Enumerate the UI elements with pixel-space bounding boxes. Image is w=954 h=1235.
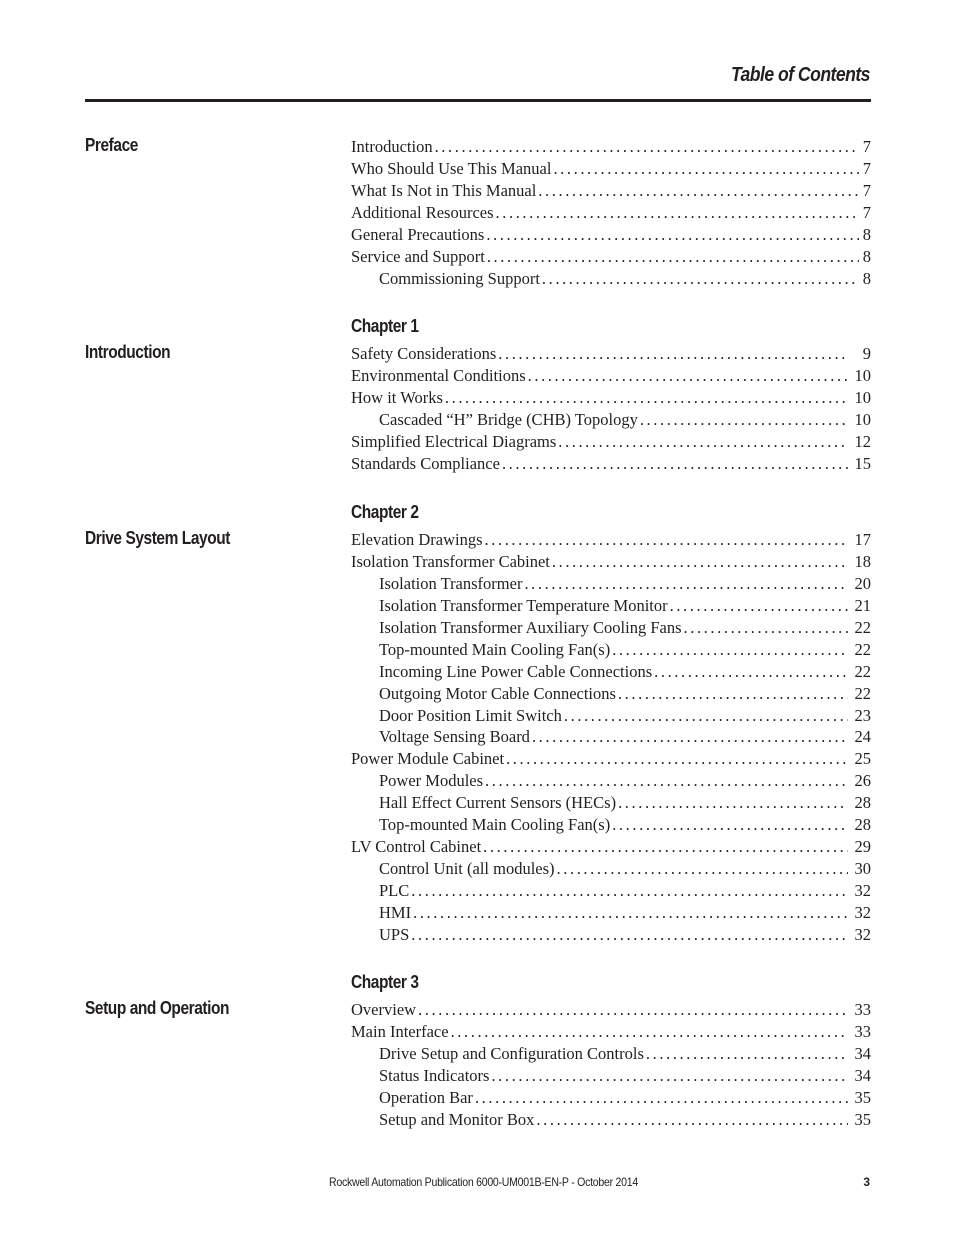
toc-entry-page: 32 bbox=[854, 902, 871, 922]
toc-dot-leader bbox=[538, 180, 858, 202]
toc-entry-title: HMI bbox=[379, 902, 412, 922]
toc-entry[interactable] bbox=[351, 1087, 871, 1109]
toc-entry[interactable] bbox=[351, 748, 871, 770]
toc-entry-title: Setup and Monitor Box bbox=[379, 1109, 535, 1129]
toc-entry-title: Isolation Transformer Temperature Monitor bbox=[379, 595, 668, 615]
toc-entry-title: Door Position Limit Switch bbox=[379, 705, 562, 725]
toc-entry-page: 26 bbox=[854, 771, 871, 791]
toc-entry-page: 22 bbox=[854, 617, 871, 637]
toc-entry-title: LV Control Cabinet bbox=[351, 837, 482, 857]
toc-dot-leader bbox=[684, 617, 849, 639]
toc-entry-page: 10 bbox=[854, 387, 871, 407]
toc-entry[interactable] bbox=[351, 529, 871, 551]
toc-entry-page: 8 bbox=[862, 246, 871, 266]
toc-entry[interactable] bbox=[351, 365, 871, 387]
toc-dot-leader bbox=[487, 246, 859, 268]
toc-entry-title: Safety Considerations bbox=[351, 344, 497, 363]
section-label-drive-system-layout: Drive System Layout bbox=[85, 528, 230, 548]
toc-entry-page: 29 bbox=[854, 837, 871, 857]
toc-dot-leader bbox=[558, 431, 848, 453]
toc-entry-title: Top-mounted Main Cooling Fan(s) bbox=[379, 639, 611, 659]
toc-entry-page: 7 bbox=[862, 202, 871, 222]
toc-entry[interactable] bbox=[351, 180, 871, 202]
toc-dot-leader bbox=[502, 453, 848, 475]
toc-entry-page: 17 bbox=[854, 530, 871, 549]
chapter-label-2: Chapter 2 bbox=[351, 502, 419, 522]
toc-entry[interactable] bbox=[351, 814, 871, 836]
toc-entry-title: Environmental Conditions bbox=[351, 365, 526, 385]
page-title: Table of Contents bbox=[731, 64, 870, 86]
footer-publication: Rockwell Automation Publication 6000-UM001B-EN-P - October 2014 bbox=[329, 1175, 638, 1189]
toc-dot-leader bbox=[485, 529, 848, 551]
toc-entry-title: Control Unit (all modules) bbox=[379, 859, 555, 879]
toc-list-drive-system-layout bbox=[351, 529, 871, 946]
toc-dot-leader bbox=[552, 551, 848, 573]
toc-dot-leader bbox=[445, 387, 848, 409]
toc-entry-title: Voltage Sensing Board bbox=[379, 727, 530, 747]
toc-dot-leader bbox=[506, 748, 848, 770]
toc-entry-page: 28 bbox=[854, 815, 871, 835]
toc-entry-page: 7 bbox=[862, 158, 871, 178]
toc-entry-title: Service and Support bbox=[351, 246, 485, 266]
toc-entry-page: 12 bbox=[854, 431, 871, 451]
toc-dot-leader bbox=[618, 792, 848, 814]
toc-entry-title: Standards Compliance bbox=[351, 453, 500, 473]
toc-entry[interactable] bbox=[351, 1065, 871, 1087]
toc-entry[interactable] bbox=[351, 1021, 871, 1043]
toc-entry-title: Overview bbox=[351, 1000, 417, 1019]
toc-entry[interactable] bbox=[351, 453, 871, 475]
toc-entry[interactable] bbox=[351, 158, 871, 180]
toc-entry-page: 10 bbox=[854, 409, 871, 429]
toc-list-introduction bbox=[351, 343, 871, 475]
toc-entry-title: UPS bbox=[379, 924, 410, 944]
toc-entry[interactable] bbox=[351, 617, 871, 639]
toc-dot-leader bbox=[553, 158, 858, 180]
toc-entry-title: Isolation Transformer bbox=[379, 573, 523, 593]
toc-entry-title: Commissioning Support bbox=[379, 268, 540, 288]
toc-entry[interactable] bbox=[351, 661, 871, 683]
toc-dot-leader bbox=[435, 136, 859, 158]
toc-entry-page: 9 bbox=[862, 344, 871, 363]
toc-dot-leader bbox=[491, 1065, 848, 1087]
toc-dot-leader bbox=[557, 858, 848, 880]
toc-entry-title: Main Interface bbox=[351, 1021, 449, 1041]
toc-entry-title: Status Indicators bbox=[379, 1065, 490, 1085]
footer-page-number: 3 bbox=[863, 1175, 870, 1189]
toc-entry-title: Who Should Use This Manual bbox=[351, 158, 552, 178]
toc-entry[interactable] bbox=[351, 902, 871, 924]
toc-entry-page: 34 bbox=[854, 1043, 871, 1063]
toc-entry-title: Top-mounted Main Cooling Fan(s) bbox=[379, 815, 611, 835]
toc-entry-title: Elevation Drawings bbox=[351, 530, 483, 549]
toc-entry-title: Introduction bbox=[351, 137, 433, 156]
toc-entry-title: Isolation Transformer Cabinet bbox=[351, 551, 550, 571]
section-label-setup-and-operation: Setup and Operation bbox=[85, 998, 230, 1018]
toc-dot-leader bbox=[496, 202, 859, 224]
toc-entry-page: 22 bbox=[854, 683, 871, 703]
toc-dot-leader bbox=[532, 726, 848, 748]
toc-dot-leader bbox=[483, 836, 848, 858]
toc-entry[interactable] bbox=[351, 683, 871, 705]
toc-entry[interactable] bbox=[351, 431, 871, 453]
toc-dot-leader bbox=[451, 1021, 848, 1043]
toc-dot-leader bbox=[524, 573, 848, 595]
toc-entry-title: Incoming Line Power Cable Connections bbox=[379, 661, 653, 681]
toc-entry-page: 22 bbox=[854, 639, 871, 659]
toc-entry-title: Operation Bar bbox=[379, 1087, 473, 1107]
toc-dot-leader bbox=[612, 639, 848, 661]
toc-entry-title: Power Modules bbox=[379, 771, 484, 791]
toc-entry-title: What Is Not in This Manual bbox=[351, 180, 537, 200]
toc-dot-leader bbox=[485, 770, 848, 792]
chapter-label-3: Chapter 3 bbox=[351, 972, 419, 992]
toc-entry-page: 33 bbox=[854, 1021, 871, 1041]
section-label-introduction: Introduction bbox=[85, 342, 171, 362]
toc-entry[interactable] bbox=[351, 246, 871, 268]
toc-dot-leader bbox=[670, 595, 848, 617]
toc-entry-page: 24 bbox=[854, 727, 871, 747]
toc-entry-page: 32 bbox=[854, 881, 871, 900]
toc-entry[interactable] bbox=[351, 726, 871, 748]
toc-entry[interactable] bbox=[351, 268, 871, 290]
toc-entry-title: Cascaded “H” Bridge (CHB) Topology bbox=[379, 409, 638, 429]
toc-entry[interactable] bbox=[351, 136, 871, 158]
toc-entry-page: 28 bbox=[854, 793, 871, 813]
toc-entry[interactable] bbox=[351, 639, 871, 661]
toc-entry-page: 33 bbox=[854, 1000, 871, 1019]
toc-dot-leader bbox=[411, 880, 848, 902]
section-label-preface: Preface bbox=[85, 135, 138, 155]
toc-dot-leader bbox=[640, 409, 848, 431]
toc-entry-page: 20 bbox=[854, 573, 871, 593]
header-rule bbox=[85, 99, 871, 102]
toc-entry-title: How it Works bbox=[351, 387, 443, 407]
toc-entry[interactable] bbox=[351, 595, 871, 617]
toc-entry[interactable] bbox=[351, 858, 871, 880]
toc-entry-page: 8 bbox=[862, 268, 871, 288]
toc-entry-title: General Precautions bbox=[351, 224, 485, 244]
toc-entry[interactable] bbox=[351, 770, 871, 792]
toc-entry-page: 21 bbox=[854, 595, 871, 615]
toc-entry[interactable] bbox=[351, 409, 871, 431]
toc-entry-page: 35 bbox=[854, 1109, 871, 1129]
toc-entry-page: 8 bbox=[862, 224, 871, 244]
toc-entry-page: 23 bbox=[854, 705, 871, 725]
toc-entry-page: 7 bbox=[862, 180, 871, 200]
toc-entry-page: 22 bbox=[854, 661, 871, 681]
toc-dot-leader bbox=[536, 1109, 848, 1131]
toc-dot-leader bbox=[654, 661, 848, 683]
toc-entry[interactable] bbox=[351, 1043, 871, 1065]
toc-entry[interactable] bbox=[351, 224, 871, 246]
toc-entry-title: Additional Resources bbox=[351, 202, 494, 222]
toc-entry-page: 32 bbox=[854, 924, 871, 944]
toc-entry[interactable] bbox=[351, 387, 871, 409]
toc-dot-leader bbox=[413, 902, 848, 924]
toc-dot-leader bbox=[618, 683, 848, 705]
toc-entry[interactable] bbox=[351, 792, 871, 814]
toc-entry-title: Isolation Transformer Auxiliary Cooling Fans bbox=[379, 617, 682, 637]
toc-entry[interactable] bbox=[351, 202, 871, 224]
chapter-label-1: Chapter 1 bbox=[351, 316, 419, 336]
toc-dot-leader bbox=[612, 814, 848, 836]
toc-dot-leader bbox=[418, 999, 848, 1021]
toc-entry-page: 15 bbox=[854, 453, 871, 473]
toc-entry[interactable] bbox=[351, 999, 871, 1021]
toc-entry-title: Simplified Electrical Diagrams bbox=[351, 431, 557, 451]
toc-entry-page: 25 bbox=[854, 749, 871, 769]
toc-list-setup-and-operation bbox=[351, 999, 871, 1131]
toc-entry[interactable] bbox=[351, 573, 871, 595]
toc-dot-leader bbox=[646, 1043, 848, 1065]
toc-dot-leader bbox=[411, 924, 848, 946]
toc-entry-page: 34 bbox=[854, 1065, 871, 1085]
toc-entry-title: Drive Setup and Configuration Controls bbox=[379, 1043, 644, 1063]
toc-dot-leader bbox=[528, 365, 848, 387]
toc-entry[interactable] bbox=[351, 836, 871, 858]
toc-entry-title: Power Module Cabinet bbox=[351, 749, 505, 769]
toc-entry-page: 35 bbox=[854, 1087, 871, 1107]
toc-dot-leader bbox=[542, 268, 859, 290]
toc-entry-title: Hall Effect Current Sensors (HECs) bbox=[379, 793, 617, 813]
toc-entry-page: 10 bbox=[854, 365, 871, 385]
toc-dot-leader bbox=[564, 705, 848, 727]
toc-entry[interactable] bbox=[351, 880, 871, 902]
toc-dot-leader bbox=[498, 343, 848, 365]
toc-entry-title: Outgoing Motor Cable Connections bbox=[379, 683, 616, 703]
toc-entry[interactable] bbox=[351, 924, 871, 946]
toc-entry[interactable] bbox=[351, 1109, 871, 1131]
toc-entry-title: PLC bbox=[379, 881, 410, 900]
toc-entry[interactable] bbox=[351, 705, 871, 727]
toc-dot-leader bbox=[486, 224, 858, 246]
toc-entry[interactable] bbox=[351, 343, 871, 365]
toc-entry-page: 7 bbox=[862, 137, 871, 156]
toc-dot-leader bbox=[475, 1087, 848, 1109]
toc-entry-page: 18 bbox=[854, 551, 871, 571]
toc-entry[interactable] bbox=[351, 551, 871, 573]
toc-list-preface bbox=[351, 136, 871, 290]
toc-entry-page: 30 bbox=[854, 859, 871, 879]
